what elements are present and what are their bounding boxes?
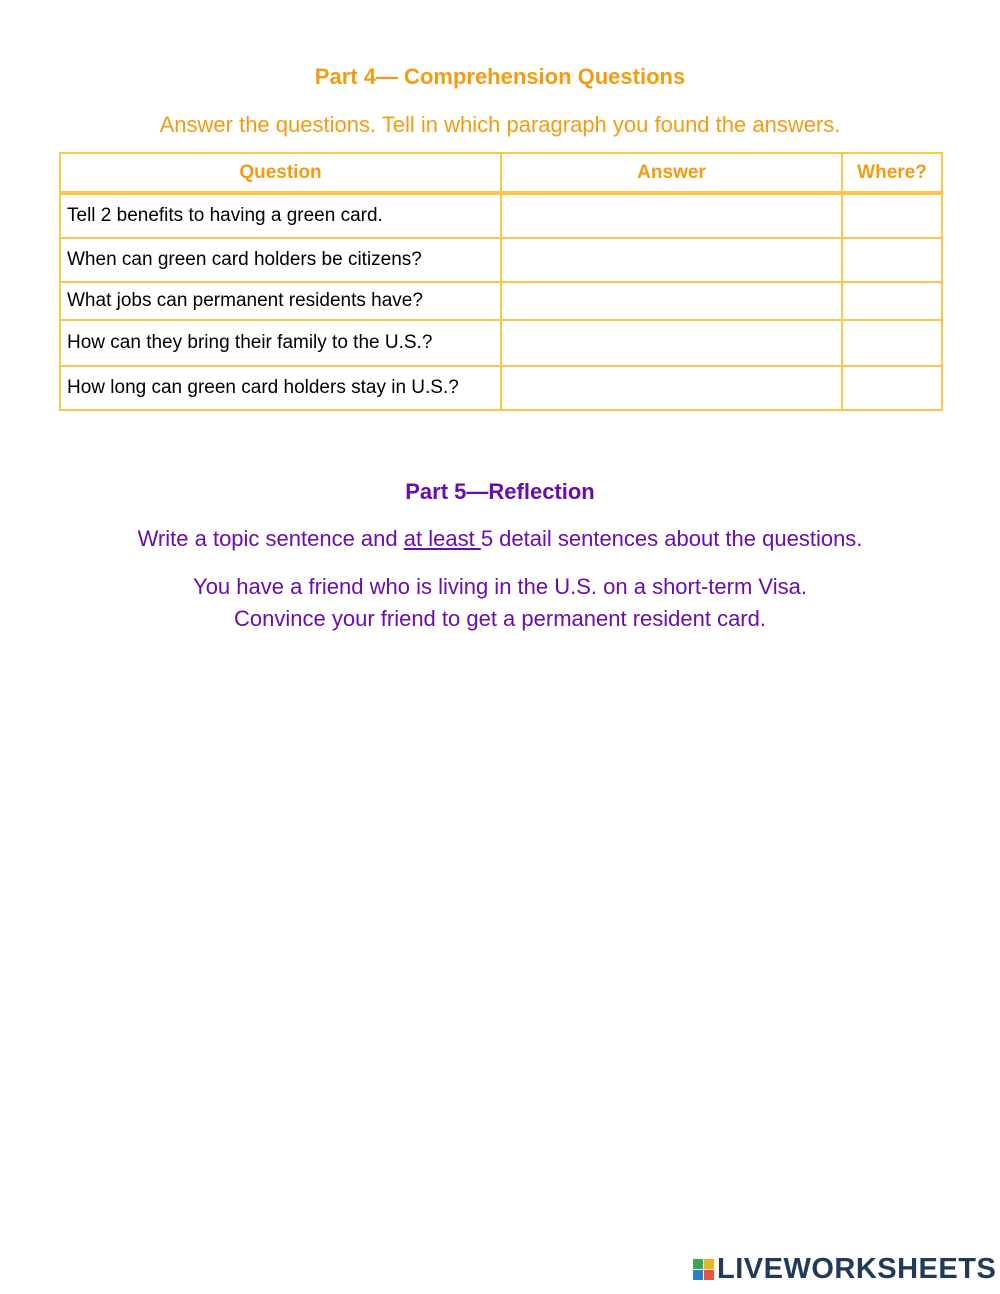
question-cell: How long can green card holders stay in U.S.?: [60, 366, 501, 410]
instructions-underlined-text: at least: [403, 526, 481, 551]
answer-cell[interactable]: [501, 193, 842, 238]
header-answer: Answer: [501, 153, 842, 193]
question-cell: How can they bring their family to the U.S.?: [60, 320, 501, 366]
logo-tile: [704, 1270, 714, 1280]
answer-cell[interactable]: [501, 320, 842, 366]
logo-tile: [693, 1270, 703, 1280]
table-row: [60, 366, 942, 410]
part5-title: Part 5—Reflection: [405, 479, 595, 504]
answer-cell[interactable]: [501, 366, 842, 410]
logo-mark-icon: [693, 1259, 714, 1280]
liveworksheets-logo[interactable]: [693, 1254, 996, 1284]
instructions-text-after: 5 detail sentences about the questions.: [480, 526, 863, 551]
answer-cell[interactable]: [501, 238, 842, 282]
question-cell: What jobs can permanent residents have?: [60, 282, 501, 320]
table-row: [60, 282, 942, 320]
where-cell[interactable]: [842, 282, 942, 320]
header-question: Question: [60, 153, 501, 193]
part4-instructions: Answer the questions. Tell in which paragraph you found the answers.: [159, 112, 841, 137]
logo-text: LIVEWORKSHEETS: [717, 1252, 997, 1285]
table-row: [60, 320, 942, 366]
part5-prompt-line2: Convince your friend to get a permanent resident card.: [234, 606, 766, 631]
table-row: [60, 193, 942, 238]
logo-tile: [693, 1259, 703, 1269]
where-cell[interactable]: [842, 366, 942, 410]
table-row: [60, 238, 942, 282]
instructions-text-before: Write a topic sentence and: [137, 526, 404, 551]
where-cell[interactable]: [842, 238, 942, 282]
where-cell[interactable]: [842, 320, 942, 366]
part5-prompt-line1: You have a friend who is living in the U.S. on a short-term Visa.: [193, 574, 807, 599]
part4-title: Part 4— Comprehension Questions: [314, 64, 686, 89]
question-cell: Tell 2 benefits to having a green card.: [60, 193, 501, 238]
header-where: Where?: [842, 153, 942, 193]
part5-instructions: [0, 526, 1000, 552]
logo-tile: [704, 1259, 714, 1269]
table-header-row: [60, 153, 942, 193]
question-cell: When can green card holders be citizens?: [60, 238, 501, 282]
answer-cell[interactable]: [501, 282, 842, 320]
where-cell[interactable]: [842, 193, 942, 238]
comprehension-table: [59, 152, 943, 411]
